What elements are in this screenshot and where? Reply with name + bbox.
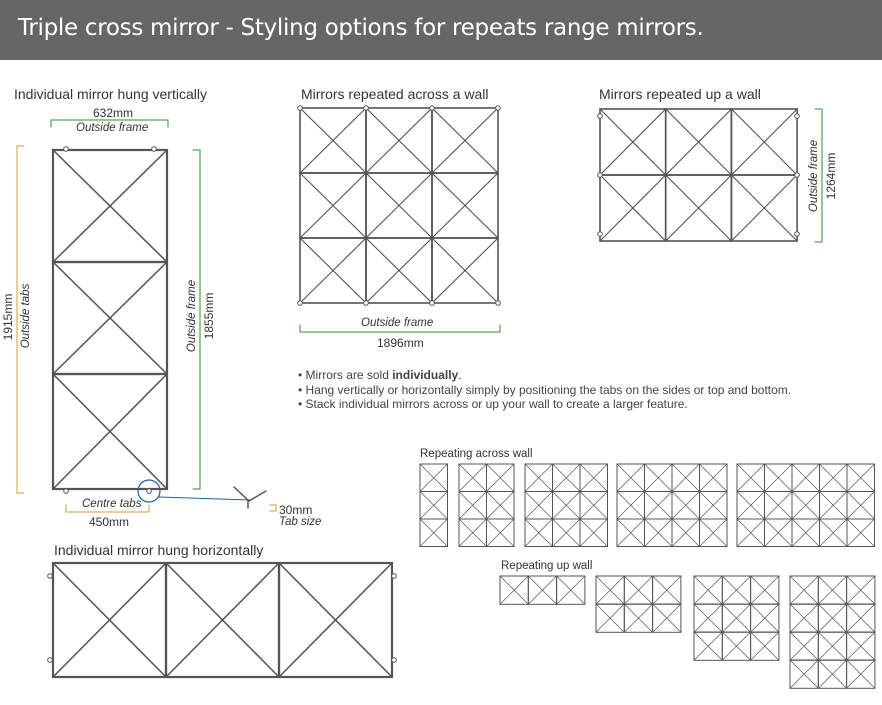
vertical-height-right-label: Outside frame xyxy=(186,279,198,353)
across-mirror-group xyxy=(298,106,501,306)
mounting-tab xyxy=(48,658,53,663)
tab-size-callout xyxy=(138,480,276,511)
mounting-tab xyxy=(392,574,397,579)
mounting-tab xyxy=(430,106,435,111)
across-width-value: 1896mm xyxy=(377,336,424,350)
mounting-tab xyxy=(64,147,69,152)
mounting-tab xyxy=(64,489,69,494)
mounting-tab xyxy=(364,301,369,306)
across-width-label: Outside frame xyxy=(361,317,434,329)
mounting-tab xyxy=(795,232,800,237)
mounting-tab xyxy=(598,114,603,119)
vertical-width-label: Outside frame xyxy=(76,122,149,134)
mounting-tab xyxy=(598,173,603,178)
up-height-label: Outside frame xyxy=(808,139,820,213)
tab-size-bracket xyxy=(270,505,276,511)
repeat-up-arrangements xyxy=(500,576,875,688)
mounting-tab xyxy=(795,114,800,119)
up-height-value: 1264mm xyxy=(824,152,838,200)
note-item: • Hang vertically or horizontally simply by positioning the tabs on the sides or top and bottom. xyxy=(298,382,792,397)
horizontal-mirror xyxy=(48,563,397,677)
repeat-across-heading: Repeating across wall xyxy=(420,448,533,460)
vertical-heading: Individual mirror hung vertically xyxy=(14,86,207,102)
vertical-height-left-label: Outside tabs xyxy=(20,283,32,349)
vertical-width-value: 632mm xyxy=(93,106,134,120)
note-text: . xyxy=(458,368,462,382)
callout-line xyxy=(159,497,250,500)
repeat-across-arrangements xyxy=(420,464,875,547)
tab-size-value: 30mm xyxy=(279,503,313,517)
notes-list xyxy=(298,368,791,412)
mounting-tab xyxy=(496,106,501,111)
tab-detail-line xyxy=(234,487,249,501)
repeat-up-heading: Repeating up wall xyxy=(501,560,593,572)
note-text: • Mirrors are sold xyxy=(298,368,393,382)
mounting-tab xyxy=(392,658,397,663)
mounting-tab xyxy=(48,574,53,579)
mounting-tab xyxy=(147,489,152,494)
mounting-tab xyxy=(298,301,303,306)
note-item xyxy=(298,368,791,383)
horizontal-heading: Individual mirror hung horizontally xyxy=(54,542,264,558)
note-bold-text: individually xyxy=(392,368,459,382)
vertical-height-left-value: 1915mm xyxy=(1,293,15,341)
across-heading: Mirrors repeated across a wall xyxy=(301,86,489,102)
mounting-tab xyxy=(430,301,435,306)
mounting-tab xyxy=(298,106,303,111)
note-item: • Stack individual mirrors across or up your wall to create a larger feature. xyxy=(298,397,688,411)
page-title: Triple cross mirror - Styling options for repeats range mirrors. xyxy=(18,15,704,41)
vertical-height-right-value: 1855mm xyxy=(202,292,216,340)
mounting-tab xyxy=(598,232,603,237)
mounting-tab xyxy=(496,301,501,306)
vertical-tabs-label: Centre tabs xyxy=(82,498,142,510)
vertical-tabs-value: 450mm xyxy=(89,515,130,529)
mounting-tab xyxy=(795,173,800,178)
mounting-tab xyxy=(364,106,369,111)
up-heading: Mirrors repeated up a wall xyxy=(599,86,761,102)
up-mirror-group xyxy=(598,109,800,241)
tab-size-label: Tab size xyxy=(279,516,322,528)
tab-detail-line xyxy=(249,491,266,501)
mounting-tab xyxy=(152,147,157,152)
vertical-mirror xyxy=(53,147,167,494)
